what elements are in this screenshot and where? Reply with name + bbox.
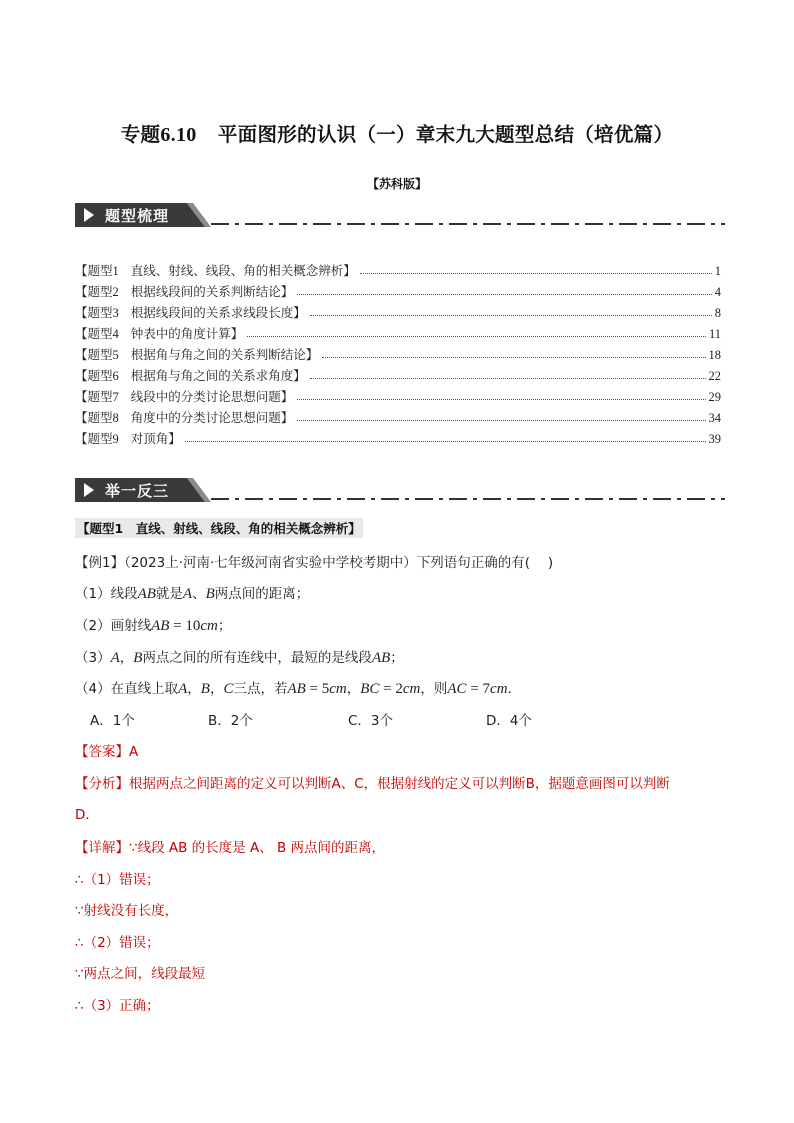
toc-page-number: 1: [714, 264, 721, 278]
section-banner-graphic: [75, 476, 725, 504]
math: C: [223, 681, 234, 697]
analysis-line: [75, 772, 670, 792]
text: （3）: [75, 650, 111, 666]
toc-title: 直线、射线、线段、角的相关概念辨析】: [130, 263, 356, 278]
math: A: [110, 650, 120, 666]
math: B: [205, 586, 215, 602]
math: cm: [200, 618, 218, 634]
math: cm: [329, 681, 347, 697]
toc-num: 5: [112, 348, 119, 362]
toc-leader: [297, 293, 712, 295]
section-title-practice: 举一反三: [105, 482, 170, 500]
toc-label: 【题型: [75, 431, 113, 446]
answer-line: [75, 740, 138, 760]
analysis-line-2: D．: [75, 807, 99, 823]
toc-num: 1: [112, 264, 119, 278]
example-header: [75, 551, 553, 571]
toc-row[interactable]: [75, 426, 721, 447]
text: ；: [390, 650, 404, 666]
math: AB: [371, 650, 391, 666]
text: ，: [187, 681, 201, 697]
toc-title: 角度中的分类讨论思想问题】: [130, 410, 294, 425]
toc-leader: [310, 377, 706, 379]
toc-row[interactable]: [75, 300, 721, 321]
detail-line: [75, 836, 385, 856]
analysis-label: 【分析】: [75, 776, 129, 792]
toc-label: 【题型: [75, 368, 113, 383]
detail-line: ∵射线没有长度，: [75, 903, 179, 919]
toc-num: 4: [112, 327, 119, 341]
text: ，: [209, 681, 224, 697]
toc-page-number: 39: [708, 432, 721, 446]
toc-row[interactable]: [75, 405, 721, 426]
toc-page-number: 34: [708, 411, 721, 425]
toc-row[interactable]: [75, 384, 721, 405]
text: （2）画射线: [75, 618, 152, 634]
example-label: 【例1】: [75, 555, 125, 571]
topic-heading: 【题型1 直线、射线、线段、角的相关概念辨析】: [75, 518, 363, 538]
section-header-practice: [75, 476, 725, 504]
section-title-outline: 题型梳理: [105, 207, 170, 225]
statement-4: [75, 677, 521, 698]
text: ，: [346, 681, 361, 697]
math: A: [182, 586, 193, 602]
toc-label: 【题型: [75, 410, 113, 425]
toc-leader: [297, 398, 705, 400]
statement-2: [75, 614, 231, 635]
option-c: C．3个: [348, 713, 394, 729]
statement-3: [75, 646, 404, 667]
toc-label: 【题型: [75, 326, 113, 341]
title-main: 平面图形的认识（一）章末九大题型总结（培优篇）: [217, 123, 674, 146]
toc-title: 根据线段间的关系求线段长度】: [130, 305, 306, 320]
toc-label: 【题型: [75, 263, 113, 278]
edition-label: 【苏科版】: [366, 177, 427, 191]
toc-row[interactable]: [75, 279, 721, 300]
toc-title: 根据角与角之间的关系求角度】: [130, 368, 306, 383]
math: = 10: [169, 618, 201, 634]
math: AB: [287, 681, 306, 697]
math: AC: [447, 681, 467, 697]
toc-title: 对顶角】: [130, 431, 181, 446]
toc-title: 线段中的分类讨论思想问题】: [130, 389, 294, 404]
toc-page-number: 22: [708, 369, 721, 383]
toc-page-number: 4: [714, 285, 721, 299]
text: 两点间的距离；: [214, 586, 310, 602]
text: 三点，若: [233, 681, 288, 697]
toc-leader: [297, 419, 705, 421]
answer-value: A: [129, 744, 139, 760]
toc-page-number: 29: [708, 390, 721, 404]
text: （1）线段: [75, 586, 138, 602]
toc-title: 钟表中的角度计算】: [130, 326, 244, 341]
section-banner-graphic: [75, 201, 725, 229]
toc-row[interactable]: [75, 258, 721, 279]
option-d: D．4个: [486, 713, 532, 729]
toc-leader: [185, 440, 706, 442]
toc-page-number: 8: [714, 306, 721, 320]
option-b: B．2个: [208, 713, 253, 729]
math: B: [133, 650, 143, 666]
math: = 7: [466, 681, 491, 697]
detail-label: 【详解】: [75, 840, 129, 856]
toc-num: 2: [112, 285, 119, 299]
toc-label: 【题型: [75, 389, 113, 404]
text: 两点之间的所有连线中，最短的是线段: [142, 650, 372, 666]
example-source: （2023上·河南·七年级河南省实验中学校考期中）下列语句正确的有( ): [124, 555, 554, 571]
analysis-text: 根据两点之间距离的定义可以判断A、C，根据射线的定义可以判断B，据题意画图可以判断: [129, 776, 670, 792]
toc-row[interactable]: [75, 342, 721, 363]
option-a: A．1个: [90, 713, 135, 729]
text: 、: [192, 586, 206, 602]
text: ，: [119, 650, 134, 666]
toc-num: 8: [112, 411, 119, 425]
text: ；: [217, 618, 232, 634]
text: （4）在直线上取: [75, 681, 179, 697]
math: BC: [360, 681, 380, 697]
table-of-contents: [75, 258, 721, 447]
toc-num: 7: [112, 390, 119, 404]
detail-line: ∴（3）正确；: [75, 998, 160, 1014]
statement-1: [75, 582, 309, 603]
toc-title: 根据角与角之间的关系判断结论】: [130, 347, 319, 362]
toc-row[interactable]: [75, 321, 721, 342]
toc-leader: [310, 314, 712, 316]
math: cm: [490, 681, 508, 697]
text: ，则: [420, 681, 448, 697]
math: B: [200, 681, 210, 697]
detail-text: ∵线段 AB 的长度是 A、 B 两点间的距离，: [129, 840, 386, 856]
math: = 2: [379, 681, 403, 697]
math: = 5: [305, 681, 330, 697]
math: AB: [151, 618, 170, 634]
toc-title: 根据线段间的关系判断结论】: [130, 284, 294, 299]
section-header-outline: [75, 201, 725, 229]
math: AB: [137, 586, 156, 602]
toc-label: 【题型: [75, 305, 113, 320]
toc-page-number: 11: [708, 327, 721, 341]
detail-line: ∴（2）错误；: [75, 935, 160, 951]
toc-page-number: 18: [708, 348, 721, 362]
document-title: [0, 119, 794, 147]
title-prefix: 专题: [120, 123, 161, 146]
toc-label: 【题型: [75, 284, 113, 299]
toc-num: 3: [112, 306, 119, 320]
math: cm: [402, 681, 421, 697]
math: A: [178, 681, 188, 697]
toc-row[interactable]: [75, 363, 721, 384]
toc-leader: [247, 335, 706, 337]
text: ．: [507, 681, 522, 697]
detail-line: ∵两点之间，线段最短: [75, 966, 206, 982]
text: 就是: [155, 586, 183, 602]
toc-leader: [360, 272, 712, 274]
toc-leader: [322, 356, 705, 358]
answer-label: 【答案】: [75, 744, 129, 760]
toc-label: 【题型: [75, 347, 113, 362]
detail-line: ∴（1）错误；: [75, 872, 160, 888]
title-number: 6.10: [160, 124, 197, 146]
toc-num: 6: [112, 369, 119, 383]
toc-num: 9: [112, 432, 119, 446]
